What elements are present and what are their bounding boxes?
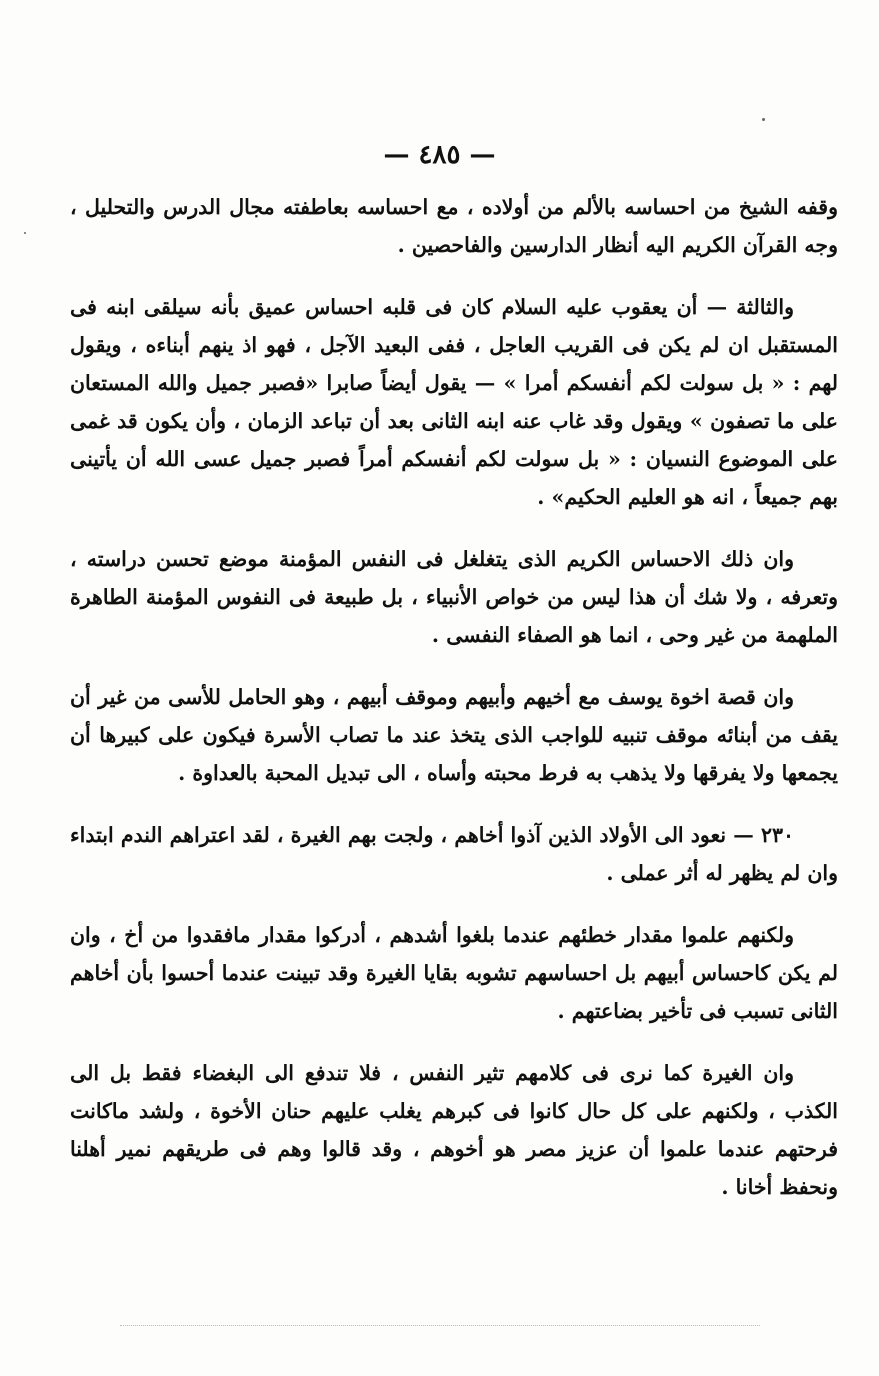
body-text [70,188,838,1230]
paragraph: وان الغيرة كما نرى فى كلامهم تثير النفس ، فلا تندفع الى البغضاء فقط بل الى الكذب ، ولكنهم على كل حال كانوا فى كبرهم يغلب عليهم حنان الأخوة ، ولشد ماكانت فرحتهم عندما علموا أن عزيز مصر هو أخوهم ، وقد قالوا وهم فى طريقهم نمير أهلنا ونحفظ أخانا . [70,1061,838,1199]
paragraph: ٢٣٠ — نعود الى الأولاد الذين آذوا أخاهم ، ولجت بهم الغيرة ، لقد اعتراهم الندم ابتداء وان لم يظهر له أثر عملى . [70,823,838,885]
paragraph: وان ذلك الاحساس الكريم الذى يتغلغل فى النفس المؤمنة موضع تحسن دراسته ، وتعرفه ، ولا شك أن هذا ليس من خواص الأنبياء ، بل طبيعة فى النفوس المؤمنة الطاهرة الملهمة من غير وحى ، انما هو الصفاء النفسى . [70,547,838,647]
page-number: — ٤٨٥ — [383,140,496,170]
paragraph: وان قصة اخوة يوسف مع أخيهم وأبيهم وموقف أبيهم ، وهو الحامل للأسى من غير أن يقف من أبنائه موقف تنبيه للواجب الذى يتخذ عند ما تصاب الأسرة فيكون على كبيرها أن يجمعها ولا يفرقها ولا يذهب به فرط محبته وأساه ، الى تبديل المحبة بالعداوة . [70,685,838,785]
scan-speck [762,118,765,121]
paragraph: والثالثة — أن يعقوب عليه السلام كان فى قلبه احساس عميق بأنه سيلقى ابنه فى المستقبل ان لم يكن فى القريب العاجل ، ففى البعيد الآجل ، فهو اذ ينهم أبناءه ، ويقول لهم : « بل سولت لكم أنفسكم أمرا » — يقول أيضاً صابرا «فصبر جميل والله المستعان على ما تصفون » ويقول وقد غاب عنه ابنه الثانى بعد أن تباعد الزمان ، وأن يكون قد غمى على الموضوع النسيان : « بل سولت لكم أنفسكم أمراً فصبر جميل عسى الله أن يأتينى بهم جميعاً ، انه هو العليم الحكيم» . [70,295,838,509]
scan-edge-line [120,1325,760,1326]
paragraph: وقفه الشيخ من احساسه بالألم من أولاده ، مع احساسه بعاطفته مجال الدرس والتحليل ، وجه القرآن الكريم اليه أنظار الدارسين والفاحصين . [70,195,838,257]
scan-speck [24,232,26,234]
paragraph: ولكنهم علموا مقدار خطئهم عندما بلغوا أشدهم ، أدركوا مقدار مافقدوا من أخ ، وان لم يكن كاحساس أبيهم بل احساسهم تشوبه بقايا الغيرة وقد تبينت عندما أحسوا بأن أخاهم الثانى تسبب فى تأخير بضاعتهم . [70,923,838,1023]
